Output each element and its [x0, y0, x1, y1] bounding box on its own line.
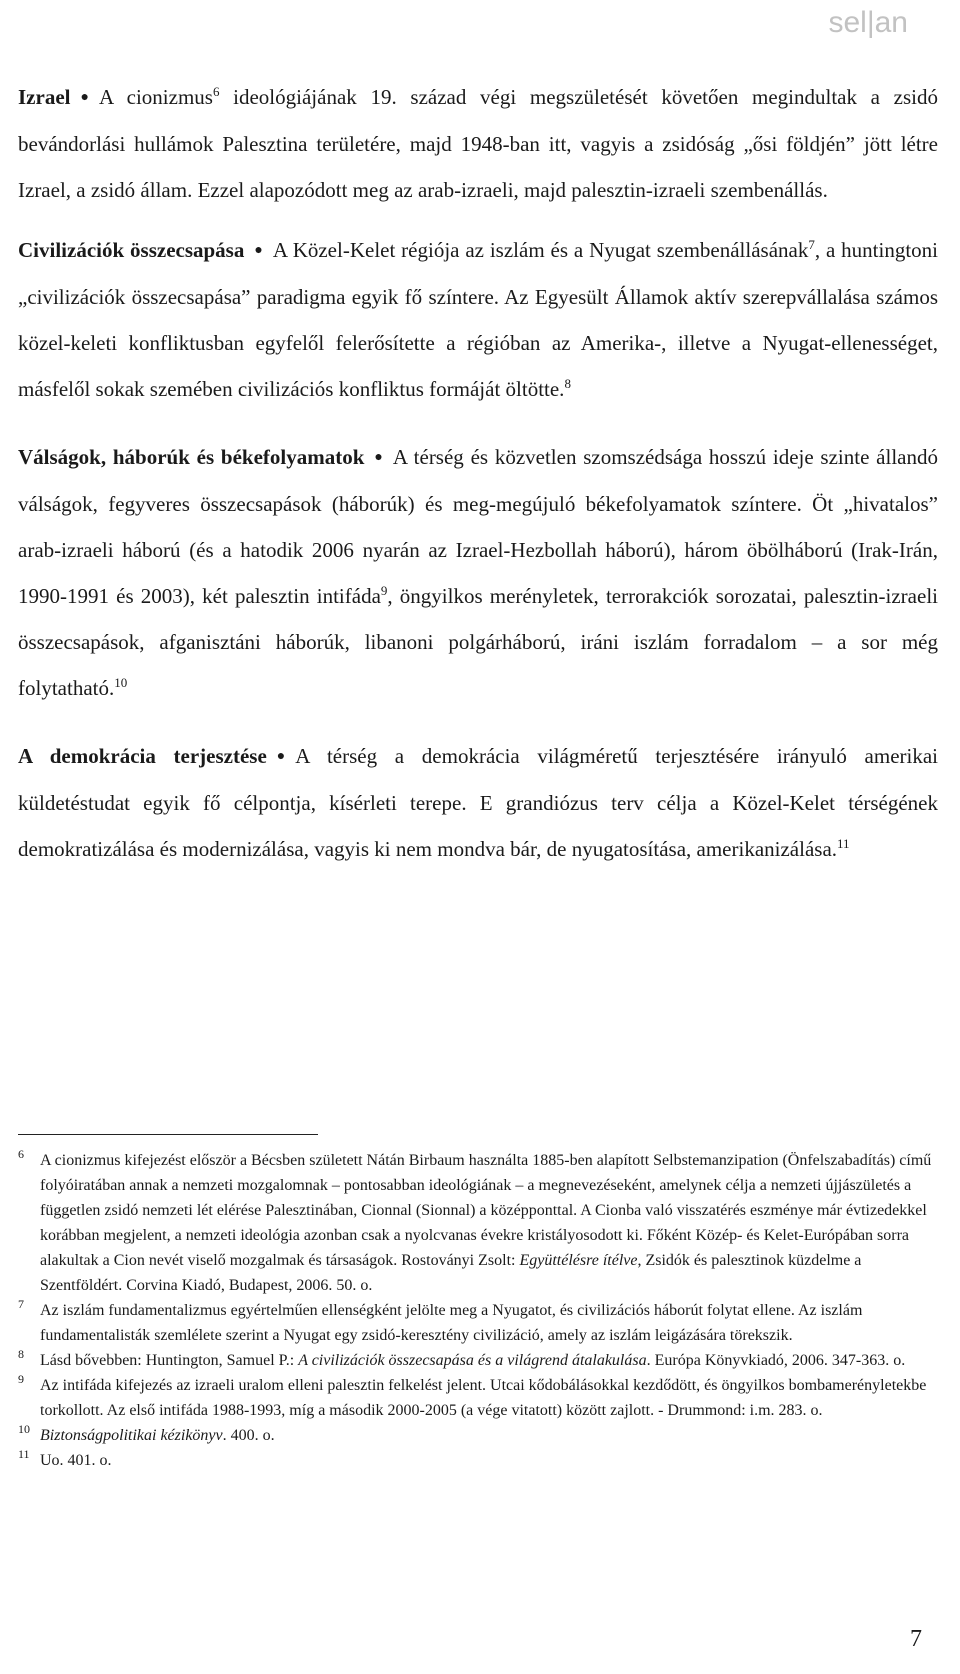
footnote-text: , Zsidók és palesztinok küzdelme a Szentföldért. Corvina Kiadó, Budapest, 2006. 50. o. [40, 1252, 862, 1294]
entry-term: Izrael [18, 85, 71, 109]
footnote-divider [18, 1134, 318, 1135]
footnote-title: Együttélésre ítélve [519, 1252, 638, 1269]
entry-term: Civilizációk összecsapása [18, 238, 245, 262]
footnote-number: 9 [18, 1372, 24, 1386]
footnotes [18, 1148, 938, 1473]
page-number: 7 [910, 1626, 922, 1652]
entry-term: Válságok, háborúk és békefolyamatok [18, 445, 365, 469]
entry-term: A demokrácia terjesztése [18, 744, 267, 768]
bullet-icon: ● [276, 749, 286, 764]
entry-demokracia [18, 733, 938, 872]
entry-text: , a huntingtoni „civilizációk összecsapása” paradigma egyik fő színtere. Az Egyesült Államok aktív szerepvállalása számos közel-keleti konfliktusban egyfelől felerősítette a régióban az Amerika-, illetve a Nyugat-ellenességet, másfelől sokak szemében civilizációs konfliktus formáját öltötte. [18, 238, 938, 401]
bullet-icon: ● [254, 243, 263, 258]
footnote-7 [18, 1298, 938, 1348]
footnote-title: A civilizációk összecsapása és a világrend átalakulása [298, 1352, 647, 1369]
entry-civilizaciok [18, 227, 938, 412]
footnote-11 [18, 1448, 938, 1473]
entry-text: A térség és közvetlen szomszédsága hosszú ideje szinte állandó válságok, fegyveres összecsapások (háborúk) és meg-megújuló békefolyamatok színtere. Öt „hivatalos” arab-izraeli háború (és a hatodik 2006 nyarán az Izrael-Hezbollah háború), három öbölháború (Irak-Irán, 1990-1991 és 2003), két palesztin intifáda [18, 445, 938, 608]
footnote-number: 10 [18, 1422, 30, 1436]
entry-izrael [18, 74, 938, 213]
entry-text: ideológiájának 19. század végi megszületését követően megindultak a zsidó bevándorlási hullámok Palesztina területére, majd 1948-ban itt, vagyis a zsidóság „ősi földjén” jött létre Izrael, a zsidó állam. Ezzel alapozódott meg az arab-izraeli, majd palesztin-izraeli szembenállás. [18, 85, 939, 202]
footnote-text: Uo. 401. o. [40, 1452, 112, 1469]
footnote-text: Az iszlám fundamentalizmus egyértelműen ellenségként jelölte meg a Nyugatot, és civilizációs háborút folytat ellene. Az iszlám fundamentalisták szemlélete szerint a Nyugat egy zsidó-keresztény civilizáció, amely az iszlám leigázására törekszik. [40, 1302, 863, 1344]
footnote-number: 7 [18, 1297, 24, 1311]
footnote-text: . 400. o. [222, 1427, 275, 1444]
footnote-6 [18, 1148, 938, 1298]
footnote-9 [18, 1373, 938, 1423]
footnote-text: A cionizmus kifejezést először a Bécsben született Nátán Birbaum használta 1885-ben alapított Selbstemanzipation (Önfelszabadítás) című folyóiratában annak a nemzeti mozgalomnak – pontosabban ideológiának – a megnevezéseként, amelynek célja a nemzeti újjászületés a független zsidó nemzeti lét elérése Palesztinában, Cionnal (Sionnal) a középponttal. A Cionba való visszatérés eszménye már évtizedekkel korábban megjelent, a nemzeti ideológia azonban csak a nyolcvanas évekre kristályosodott ki. Főként Közép- és Kelet-Európában sorra alakultak a Cion nevét viselő mozgalmak és társaságok. Rostoványi Zsolt: [40, 1152, 932, 1269]
bullet-icon: ● [374, 450, 383, 465]
main-text [18, 74, 938, 894]
footnote-ref[interactable]: 7 [808, 237, 815, 252]
footnote-ref[interactable]: 9 [380, 583, 388, 598]
footnote-ref[interactable]: 8 [564, 376, 571, 391]
footnote-ref[interactable]: 10 [114, 675, 128, 690]
footnote-number: 11 [18, 1447, 30, 1461]
entry-valsagok [18, 434, 938, 711]
entry-text: A Közel-Kelet régiója az iszlám és a Nyugat szembenállásának [272, 238, 809, 262]
footnote-ref[interactable]: 6 [212, 84, 220, 99]
entry-text: A térség a demokrácia világméretű terjesztésére irányuló amerikai küldetéstudat egyik fő célpontja, kísérleti terepe. E grandiózus terv célja a Közel-Kelet térségének demokratizálása és modernizálása, vagyis ki nem mondva bár, de nyugatosítása, amerikanizálása. [18, 744, 938, 861]
footnote-text: Lásd bővebben: Huntington, Samuel P.: [40, 1352, 299, 1369]
footnote-text: Az intifáda kifejezés az izraeli uralom elleni palesztin felkelést jelent. Utcai kődobálásokkal kezdődött, és öngyilkos bombamerényletekbe torkollott. Az első intifáda 1988-1993, míg a második 2000-2005 (a vége vitatott) között zajlott. - Drummond: i.m. 283. o. [40, 1377, 927, 1419]
bullet-icon: ● [80, 90, 89, 105]
footnote-number: 8 [18, 1347, 24, 1361]
footnote-title: Biztonságpolitikai kézikönyv [40, 1427, 223, 1444]
footnote-number: 6 [18, 1147, 24, 1161]
footnote-10 [18, 1423, 938, 1448]
footnote-8 [18, 1348, 938, 1373]
footnote-ref[interactable]: 11 [837, 836, 850, 851]
selyan-logo: sel|an [828, 6, 908, 39]
entry-text: A cionizmus [98, 85, 213, 109]
entry-text: , öngyilkos merényletek, terrorakciók sorozatai, palesztin-izraeli összecsapások, afganisztáni háborúk, libanoni polgárháború, iráni iszlám forradalom – a sor még folytatható. [18, 584, 938, 700]
footnote-text: . Európa Könyvkiadó, 2006. 347-363. o. [646, 1352, 906, 1369]
